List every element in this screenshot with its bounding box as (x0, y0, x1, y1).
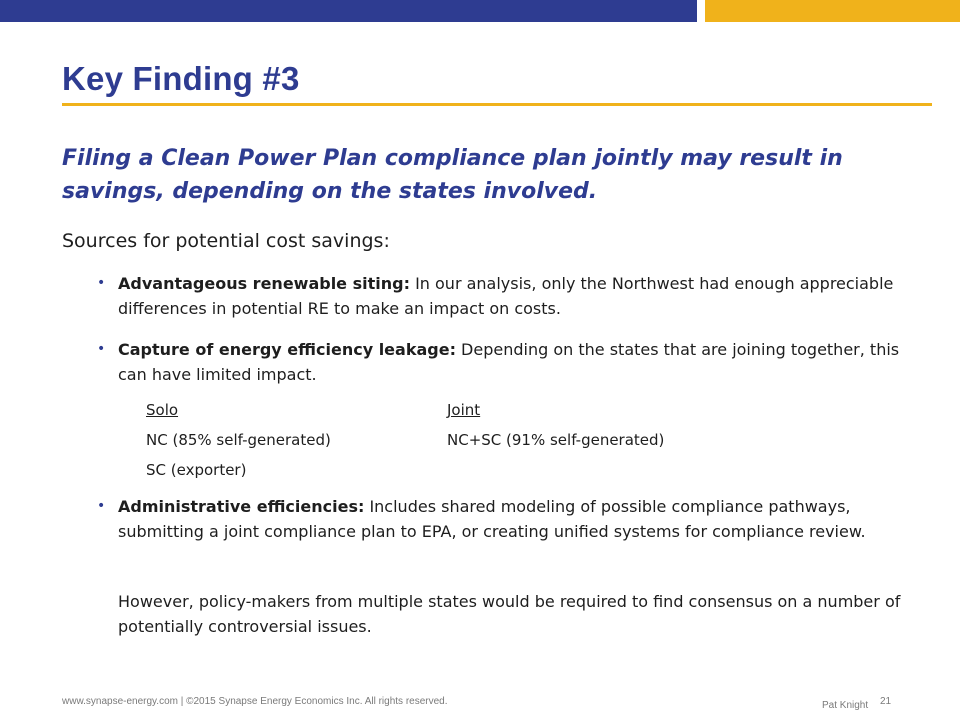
footer-author: Pat Knight (822, 700, 869, 711)
table-cell: NC (85% self-generated) (146, 431, 331, 449)
bullet-heading: Advantageous renewable siting: (118, 274, 410, 293)
page-title: Key Finding #3 (62, 60, 300, 97)
table-row (146, 428, 747, 458)
solo-joint-table (146, 398, 747, 488)
bullet-text: Depending on the states that are joining together, this can have limited impact. (118, 340, 900, 384)
closing-paragraph: However, policy-makers from multiple states would be required to find consensus on a number of potentially controversial issues. (118, 592, 901, 636)
top-accent-bar-blue (0, 0, 697, 22)
bullet-item (97, 494, 918, 544)
table-cell (447, 458, 747, 488)
bullet-dot-icon: • (97, 341, 106, 357)
table-cell: NC+SC (91% self-generated) (447, 431, 665, 449)
bullet-dot-icon: • (97, 275, 106, 291)
bullet-item (97, 337, 918, 387)
top-accent-bar-gold (705, 0, 960, 22)
slide-subtitle: Filing a Clean Power Plan compliance plan jointly may result in savings, depending on the states involved. (62, 146, 843, 204)
lead-text: Sources for potential cost savings: (62, 230, 390, 252)
bullet-dot-icon: • (97, 498, 106, 514)
header-solo: Solo (146, 401, 179, 419)
table-header-row (146, 398, 747, 428)
bullet-heading: Administrative efficiencies: (118, 497, 365, 516)
title-underline (62, 103, 932, 106)
bullet-text: Includes shared modeling of possible compliance pathways, submitting a joint compliance plan to EPA, or creating unified systems for compliance review. (118, 497, 866, 541)
footer-copyright: www.synapse-energy.com | ©2015 Synapse Energy Economics Inc. All rights reserved. (62, 696, 448, 707)
header-joint: Joint (447, 401, 481, 419)
bullet-text: In our analysis, only the Northwest had enough appreciable differences in potential RE to make an impact on costs. (118, 274, 894, 318)
page-number: 21 (880, 696, 892, 707)
bullet-item (97, 271, 918, 321)
table-row (146, 458, 747, 488)
table-cell: SC (exporter) (146, 461, 247, 479)
bullet-heading: Capture of energy efficiency leakage: (118, 340, 456, 359)
